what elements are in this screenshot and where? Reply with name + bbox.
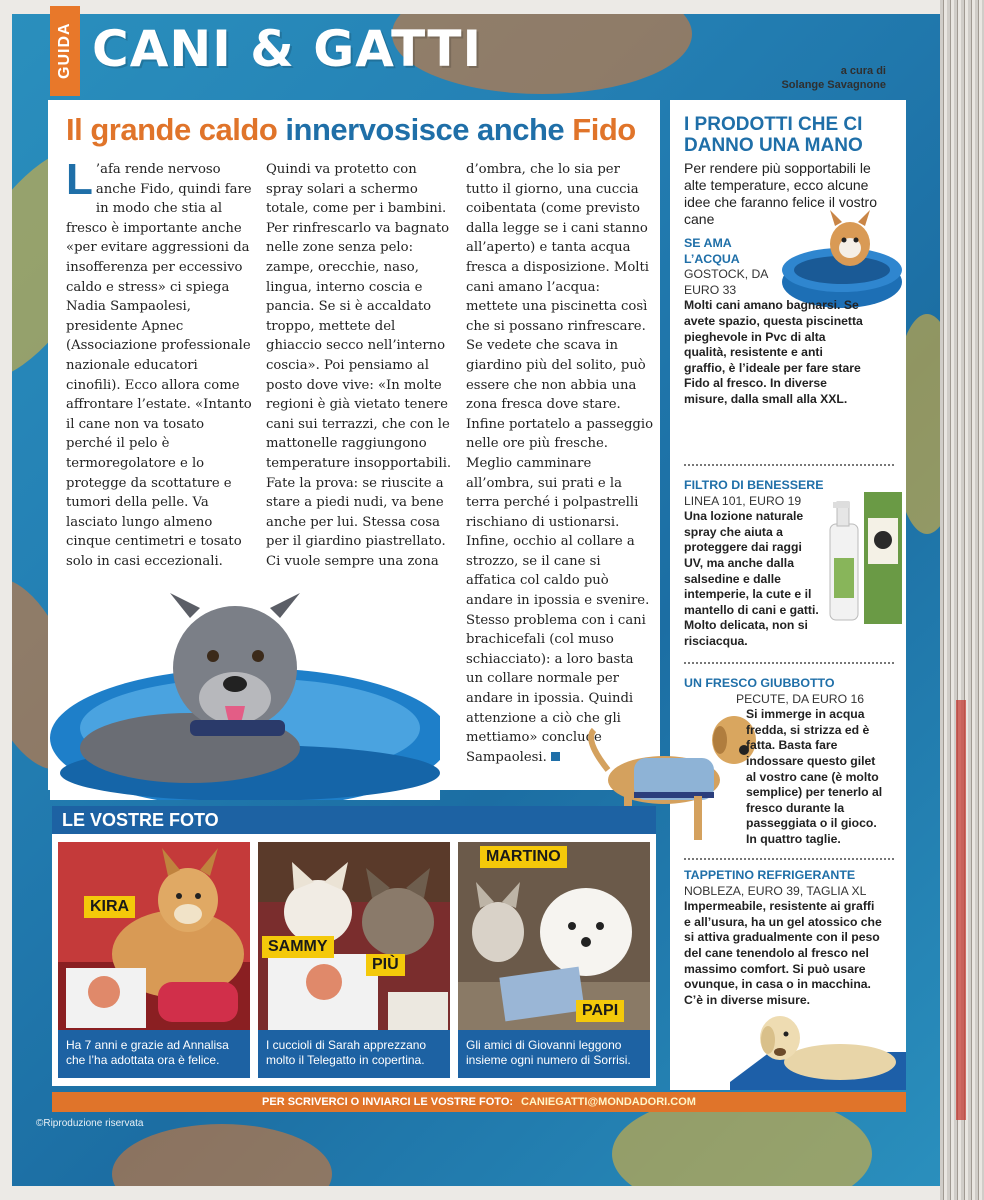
headline-part2: innervosisce anche [285, 112, 565, 147]
photo-caption: I cuccioli di Sarah apprezzano molto il Telegatto in copertina. [258, 1030, 450, 1078]
product-heading: UN FRESCO GIUBBOTTO [684, 676, 835, 690]
contact-prompt: PER SCRIVERCI O INVIARCI LE VOSTRE FOTO: [262, 1096, 514, 1108]
end-mark [551, 752, 560, 761]
product-brand-price: LINEA 101, EURO 19 [684, 493, 802, 508]
pet-name-tag: SAMMY [262, 936, 334, 958]
pet-name-tag: PAPI [576, 1000, 624, 1022]
column-2-text: Quindi va protetto con spray solari a schermo totale, come per i bambini. Per rinfrescarlo va bagnato nelle zone senza pelo: zampe, orecchie, naso, lingua, interno coscia e pancia. Se si è accaldato troppo, mettete del ghiaccio secco nell’interno coscia». Poi pensiamo al posto dove vive: «In molte regioni è già vietato tenere cani sui terrazzi, che con le mattonelle raggiungono temperature insopportabili. Fate la prova: se riuscite a stare a piedi nudi, va bene anche per lui. Stessa cosa per il giardino piastrellato. Ci vuole sempre una zona [266, 162, 452, 569]
pet-name-tag: KIRA [84, 896, 135, 918]
product-brand-price: PECUTE, DA EURO 16 [736, 691, 865, 706]
dog-in-pool-illustration [50, 588, 440, 800]
sidebar-title: I PRODOTTI CHE CI DANNO UNA MANO [684, 114, 863, 156]
product-pool [684, 236, 898, 408]
products-sidebar [670, 100, 906, 1090]
product-description: Una lozione naturale spray che aiuta a proteggere dai raggi UV, ma anche dalla salsedine e dalle intemperie, la cute e il mantello di cani e gatti. Molto delicata, non si risciacqua. [684, 509, 819, 648]
product-vest [684, 676, 898, 848]
decorative-leaf [112, 1124, 332, 1186]
product-mat [684, 868, 898, 1008]
reader-photo-2 [258, 842, 450, 1078]
section-header [50, 6, 916, 100]
section-title: CANI & GATTI [92, 20, 483, 78]
dog-in-pool-photo [50, 588, 440, 800]
photo-caption: Gli amici di Giovanni leggono insieme ogni numero di Sorrisi. [458, 1030, 650, 1078]
photo-caption: Ha 7 anni e grazie ad Annalisa che l’ha adottata ora è felice. [58, 1030, 250, 1078]
contact-email-link[interactable]: CANIEGATTI@MONDADORI.COM [521, 1096, 696, 1108]
article-headline [66, 112, 636, 148]
reader-photos-title: LE VOSTRE FOTO [52, 806, 656, 834]
product-separator [684, 662, 894, 664]
product-description: Molti cani amano bagnarsi. Se avete spazio, questa piscinetta pieghevole in Pvc di alta qualità, resistente e anti graffio, è l’ideale per fare stare Fido al fresco. In diverse misure, dalla small alla XXL. [684, 298, 863, 406]
reader-photo-1 [58, 842, 250, 1078]
product-description: Impermeabile, resistente ai graffi e all’usura, ha un gel atossico che si attiva gradualmente con il peso del cane tenendolo al fresco nel massimo comfort. Si può usare ovunque, in casa o in macchina. C’è in diverse misure. [684, 899, 882, 1007]
headline-part3: Fido [572, 112, 636, 147]
product-brand-price: NOBLEZA, EURO 39, TAGLIA XL [684, 883, 867, 898]
product-heading: TAPPETINO REFRIGERANTE [684, 868, 856, 882]
article-column-2 [266, 160, 454, 571]
product-brand-price: GOSTOCK, DA EURO 33 [684, 267, 768, 297]
reader-photo-3 [458, 842, 650, 1078]
headline-part1: Il grande caldo [66, 112, 278, 147]
product-description: Si immerge in acqua fredda, si strizza ed è fatta. Basta fare indossare questo gilet al vostro cane (è molto semplice) per tenerlo al fresco durante la passeggiata o il gioco. In quattro taglie. [746, 707, 883, 846]
product-spray [684, 478, 898, 650]
product-heading: SE AMA L’ACQUA [684, 236, 740, 266]
page-edge-tab [956, 700, 966, 1120]
curator-label: a cura di [840, 65, 886, 77]
curator-credit [781, 64, 886, 92]
column-3-text: d’ombra, che lo sia per tutto il giorno, una cuccia coibentata (come previsto dalla legge se i cani stanno all’aperto) e tanta acqua fresca a disposizione. Molti cani amano l’acqua: mettete una piscinetta così che si possano rinfrescare. Se vedete che scava in giardino più del solito, può essere che non abbia una zona fresca dove stare. Infine portatelo a passeggio nelle ore più fresche. Meglio camminare all’ombra, sui prati e la terra perché i polpastrelli rischiano di ustionarsi. Infine, occhio al collare a strozzo, se il cane si affatica col caldo può andare in ipossia e svenire. Stesso problema con i cani brachicefali (col muso schiacciato): a loro basta un collare normale per andare in ipossia. Quindi attenzione a ciò che gli mettiamo» conclude Sampaolesi. [466, 162, 654, 765]
reader-photos-panel [52, 834, 656, 1086]
product-heading: FILTRO DI BENESSERE [684, 478, 824, 492]
labrador-mat-image [730, 1012, 906, 1090]
section-tag: GUIDA [50, 6, 80, 96]
contact-footer [52, 1092, 906, 1112]
pet-name-tag: MARTINO [480, 846, 567, 868]
copyright-note: ©Riproduzione riservata [36, 1118, 144, 1129]
product-separator [684, 464, 894, 466]
pet-name-tag: PIÙ [366, 954, 405, 976]
product-separator [684, 858, 894, 860]
drop-cap: L [66, 155, 93, 204]
curator-name: Solange Savagnone [781, 79, 886, 91]
sidebar-intro: Per rendere più sopportabili le alte temperature, ecco alcune idee che faranno felice il vostro cane [684, 160, 877, 227]
article-column-3 [466, 160, 654, 767]
column-1-text: ’afa rende nervoso anche Fido, quindi fare in modo che stia al fresco è importante anche «per evitare aggressioni da insofferenza per eccessivo caldo e stress» ci spiega Nadia Sampaolesi, presidente Apnec (Associazione professionale nazionale educatori cinofili). Ecco allora come affrontare l’estate. «Intanto il cane non va tosato perché il pelo è termoregolatore e lo protegge da scottature e tumori della pelle. Va lasciato lungo almeno cinque centimetri e tosato solo in casi eccezionali. [66, 162, 252, 569]
article-column-1 [66, 155, 254, 571]
